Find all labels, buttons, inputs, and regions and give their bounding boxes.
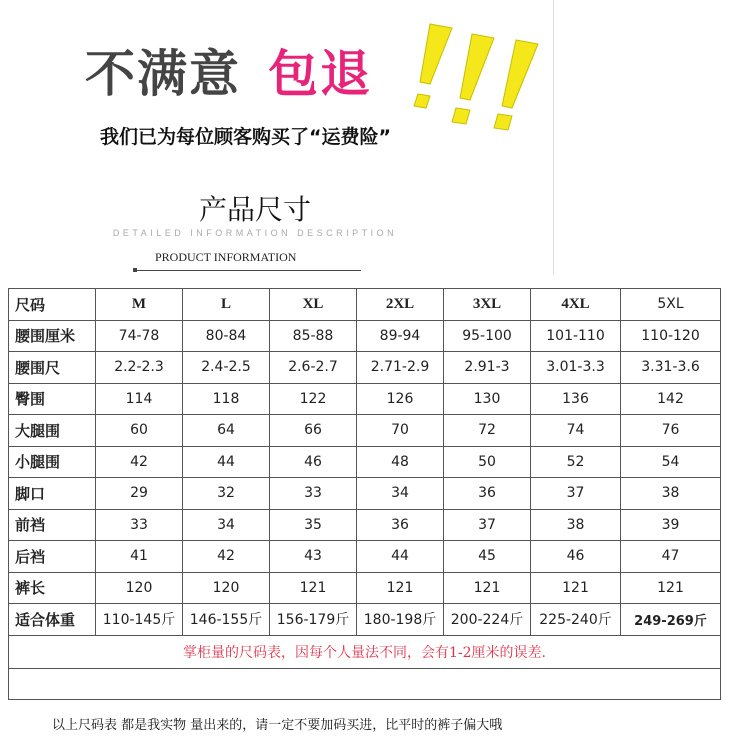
header-size-7: 5XL [621,289,721,321]
header-size-1: M [96,289,183,321]
table-cell: 121 [444,572,531,604]
header-size-3: XL [270,289,357,321]
table-cell: 36 [357,509,444,541]
table-cell: 44 [183,446,270,478]
table-cell: 74 [531,415,621,447]
table-cell: 130 [444,383,531,415]
table-cell: 101-110 [531,320,621,352]
divider-vertical [553,0,554,275]
row-label: 裤长 [9,572,96,604]
table-cell: 34 [357,478,444,510]
table-cell: 80-84 [183,320,270,352]
table-cell: 136 [531,383,621,415]
table-cell: 42 [183,541,270,573]
row-label: 大腿围 [9,415,96,447]
table-cell: 43 [270,541,357,573]
table-cell: 37 [444,509,531,541]
table-cell: 121 [621,572,721,604]
table-cell: 33 [96,509,183,541]
table-cell: 76 [621,415,721,447]
table-cell: 89-94 [357,320,444,352]
table-cell: 118 [183,383,270,415]
table-cell: 2.91-3 [444,352,531,384]
table-cell: 110-145斤 [96,604,183,636]
row-label: 脚口 [9,478,96,510]
table-row [9,541,721,573]
table-row [9,478,721,510]
section-divider [133,270,361,271]
table-cell: 29 [96,478,183,510]
table-header-row [9,289,721,321]
table-cell: 45 [444,541,531,573]
table-cell: 33 [270,478,357,510]
table-cell: 50 [444,446,531,478]
table-cell: 38 [531,509,621,541]
row-label: 腰围厘米 [9,320,96,352]
table-cell: 47 [621,541,721,573]
section-title: 产品尺寸 [198,193,311,226]
header-size-5: 3XL [444,289,531,321]
table-cell: 146-155斤 [183,604,270,636]
promo-banner [0,0,750,170]
row-label: 适合体重 [9,604,96,636]
table-cell: 122 [270,383,357,415]
header-size-6: 4XL [531,289,621,321]
section-spaced-subtitle: DETAILED INFORMATION DESCRIPTION [112,228,398,238]
table-row [9,415,721,447]
table-cell: 37 [531,478,621,510]
size-chart-table [8,288,721,700]
table-cell: 249-269斤 [621,604,721,636]
table-cell: 121 [357,572,444,604]
table-cell: 41 [96,541,183,573]
table-cell: 2.4-2.5 [183,352,270,384]
table-cell: 52 [531,446,621,478]
table-cell: 3.01-3.3 [531,352,621,384]
table-cell: 64 [183,415,270,447]
row-label: 腰围尺 [9,352,96,384]
table-cell: 142 [621,383,721,415]
table-cell: 156-179斤 [270,604,357,636]
note-row [9,635,721,668]
table-cell: 44 [357,541,444,573]
table-cell: 72 [444,415,531,447]
table-cell: 46 [531,541,621,573]
table-row [9,320,721,352]
table-cell: 35 [270,509,357,541]
table-row [9,446,721,478]
banner-title-unsatisfied: 不满意 [85,45,241,103]
table-cell: 85-88 [270,320,357,352]
divider-dot [133,268,137,272]
table-cell: 120 [183,572,270,604]
table-row [9,352,721,384]
table-row [9,509,721,541]
header-size-4: 2XL [357,289,444,321]
table-row [9,604,721,636]
table-cell: 120 [96,572,183,604]
banner-subtitle: 我们已为每位顾客购买了“运费险” [100,126,391,148]
table-cell: 70 [357,415,444,447]
table-cell: 74-78 [96,320,183,352]
empty-row [9,668,721,699]
table-cell: 3.31-3.6 [621,352,721,384]
table-cell: 36 [444,478,531,510]
table-cell: 48 [357,446,444,478]
header-size-2: L [183,289,270,321]
footer-note: 以上尺码表 都是我实物 量出来的，请一定不要加码买进，比平时的裤子偏大哦 [52,718,503,733]
table-cell: 42 [96,446,183,478]
table-cell: 121 [270,572,357,604]
banner-title-return: 包退 [268,45,372,103]
table-cell: 39 [621,509,721,541]
row-label: 臀围 [9,383,96,415]
table-cell: 121 [531,572,621,604]
table-cell: 66 [270,415,357,447]
table-row [9,572,721,604]
table-cell: 2.2-2.3 [96,352,183,384]
table-cell: 46 [270,446,357,478]
measurement-note: 掌柜量的尺码表，因每个人量法不同，会有1-2厘米的误差. [9,635,721,668]
table-cell: 54 [621,446,721,478]
header-label-size: 尺码 [9,289,96,321]
table-cell: 38 [621,478,721,510]
table-cell: 2.6-2.7 [270,352,357,384]
table-cell: 114 [96,383,183,415]
table-cell: 95-100 [444,320,531,352]
row-label: 小腿围 [9,446,96,478]
table-cell: 60 [96,415,183,447]
table-cell: 32 [183,478,270,510]
table-cell: 110-120 [621,320,721,352]
table-row [9,383,721,415]
exclamation-marks-icon [400,12,550,132]
table-cell: 225-240斤 [531,604,621,636]
empty-cell [9,668,721,699]
row-label: 后裆 [9,541,96,573]
table-cell: 200-224斤 [444,604,531,636]
table-cell: 34 [183,509,270,541]
product-information-label: PRODUCT INFORMATION [155,250,297,264]
table-cell: 180-198斤 [357,604,444,636]
table-cell: 2.71-2.9 [357,352,444,384]
table-cell: 126 [357,383,444,415]
row-label: 前裆 [9,509,96,541]
